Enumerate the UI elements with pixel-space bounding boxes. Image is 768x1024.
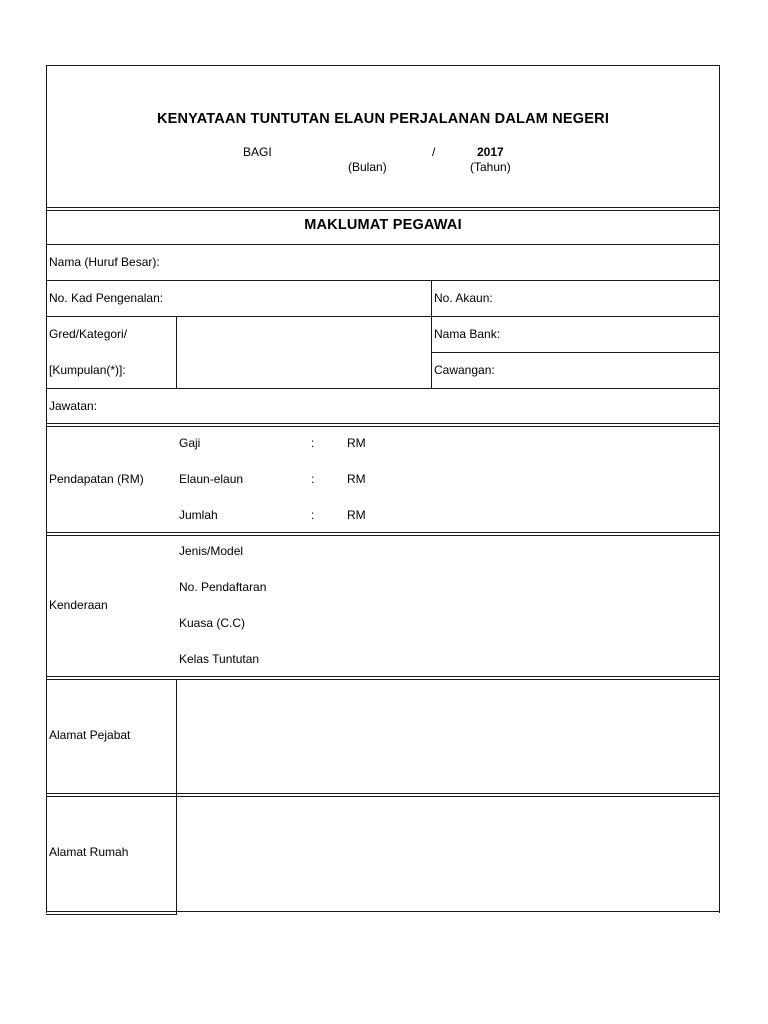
gaji-label: Gaji <box>179 436 201 450</box>
column-divider <box>431 280 432 388</box>
section-title: MAKLUMAT PEGAWAI <box>304 217 462 233</box>
kuasa-field[interactable] <box>300 612 715 632</box>
year-caption: (Tahun) <box>470 160 511 174</box>
nama-bank-label: Nama Bank: <box>434 327 501 341</box>
pendapatan-label: Pendapatan (RM) <box>49 472 144 486</box>
jawatan-field[interactable] <box>105 392 715 420</box>
elaun-separator: : <box>311 472 315 486</box>
divider <box>46 244 720 245</box>
kelas-tuntutan-field[interactable] <box>300 648 715 668</box>
alamat-rumah-field[interactable] <box>181 800 715 907</box>
no-kad-label: No. Kad Pengenalan: <box>49 291 164 305</box>
jumlah-label: Jumlah <box>179 508 218 522</box>
kenderaan-label: Kenderaan <box>49 598 108 612</box>
jawatan-label: Jawatan: <box>49 399 98 413</box>
divider <box>46 535 720 536</box>
jumlah-field[interactable] <box>370 504 715 524</box>
kumpulan-label: [Kumpulan(*)]: <box>49 363 126 377</box>
no-pendaftaran-label: No. Pendaftaran <box>179 580 267 594</box>
form-border-left <box>46 65 47 913</box>
no-akaun-field[interactable] <box>500 284 715 312</box>
jenis-model-label: Jenis/Model <box>179 544 244 558</box>
divider <box>46 210 720 211</box>
divider <box>46 316 720 317</box>
gred-field[interactable] <box>180 320 426 384</box>
nama-field[interactable] <box>170 248 715 276</box>
jenis-model-field[interactable] <box>300 540 715 560</box>
jumlah-currency: RM <box>347 508 366 522</box>
divider <box>46 914 177 915</box>
form-border-right <box>719 65 720 913</box>
no-kad-field[interactable] <box>175 284 425 312</box>
divider <box>46 207 720 208</box>
gaji-separator: : <box>311 436 315 450</box>
divider <box>46 793 720 794</box>
kuasa-label: Kuasa (C.C) <box>179 616 246 630</box>
divider <box>46 676 720 677</box>
divider <box>46 280 720 281</box>
no-akaun-label: No. Akaun: <box>434 291 493 305</box>
divider <box>46 426 720 427</box>
cawangan-field[interactable] <box>505 356 715 384</box>
divider <box>46 679 720 680</box>
elaun-currency: RM <box>347 472 366 486</box>
alamat-pejabat-label: Alamat Pejabat <box>49 728 131 742</box>
month-caption: (Bulan) <box>348 160 387 174</box>
gred-label: Gred/Kategori/ <box>49 327 128 341</box>
gaji-field[interactable] <box>370 432 715 452</box>
column-divider <box>176 679 177 914</box>
year-value: 2017 <box>477 145 504 159</box>
no-pendaftaran-field[interactable] <box>300 576 715 596</box>
jumlah-separator: : <box>311 508 315 522</box>
column-divider <box>176 316 177 388</box>
form-title: KENYATAAN TUNTUTAN ELAUN PERJALANAN DALAM NEGERI <box>156 111 610 127</box>
elaun-field[interactable] <box>370 468 715 488</box>
month-field[interactable] <box>290 145 420 159</box>
form-border-top <box>46 65 720 66</box>
divider <box>46 796 720 797</box>
gaji-currency: RM <box>347 436 366 450</box>
alamat-pejabat-field[interactable] <box>181 683 715 789</box>
kelas-tuntutan-label: Kelas Tuntutan <box>179 652 260 666</box>
elaun-label: Elaun-elaun <box>179 472 244 486</box>
divider <box>46 423 720 424</box>
form-border-bottom <box>46 911 720 912</box>
nama-bank-field[interactable] <box>505 320 715 348</box>
divider <box>46 388 720 389</box>
date-slash: / <box>432 145 436 159</box>
bagi-label: BAGI <box>243 145 272 159</box>
nama-label: Nama (Huruf Besar): <box>49 255 160 269</box>
cawangan-label: Cawangan: <box>434 363 495 377</box>
divider <box>431 352 720 353</box>
alamat-rumah-label: Alamat Rumah <box>49 845 129 859</box>
divider <box>46 532 720 533</box>
